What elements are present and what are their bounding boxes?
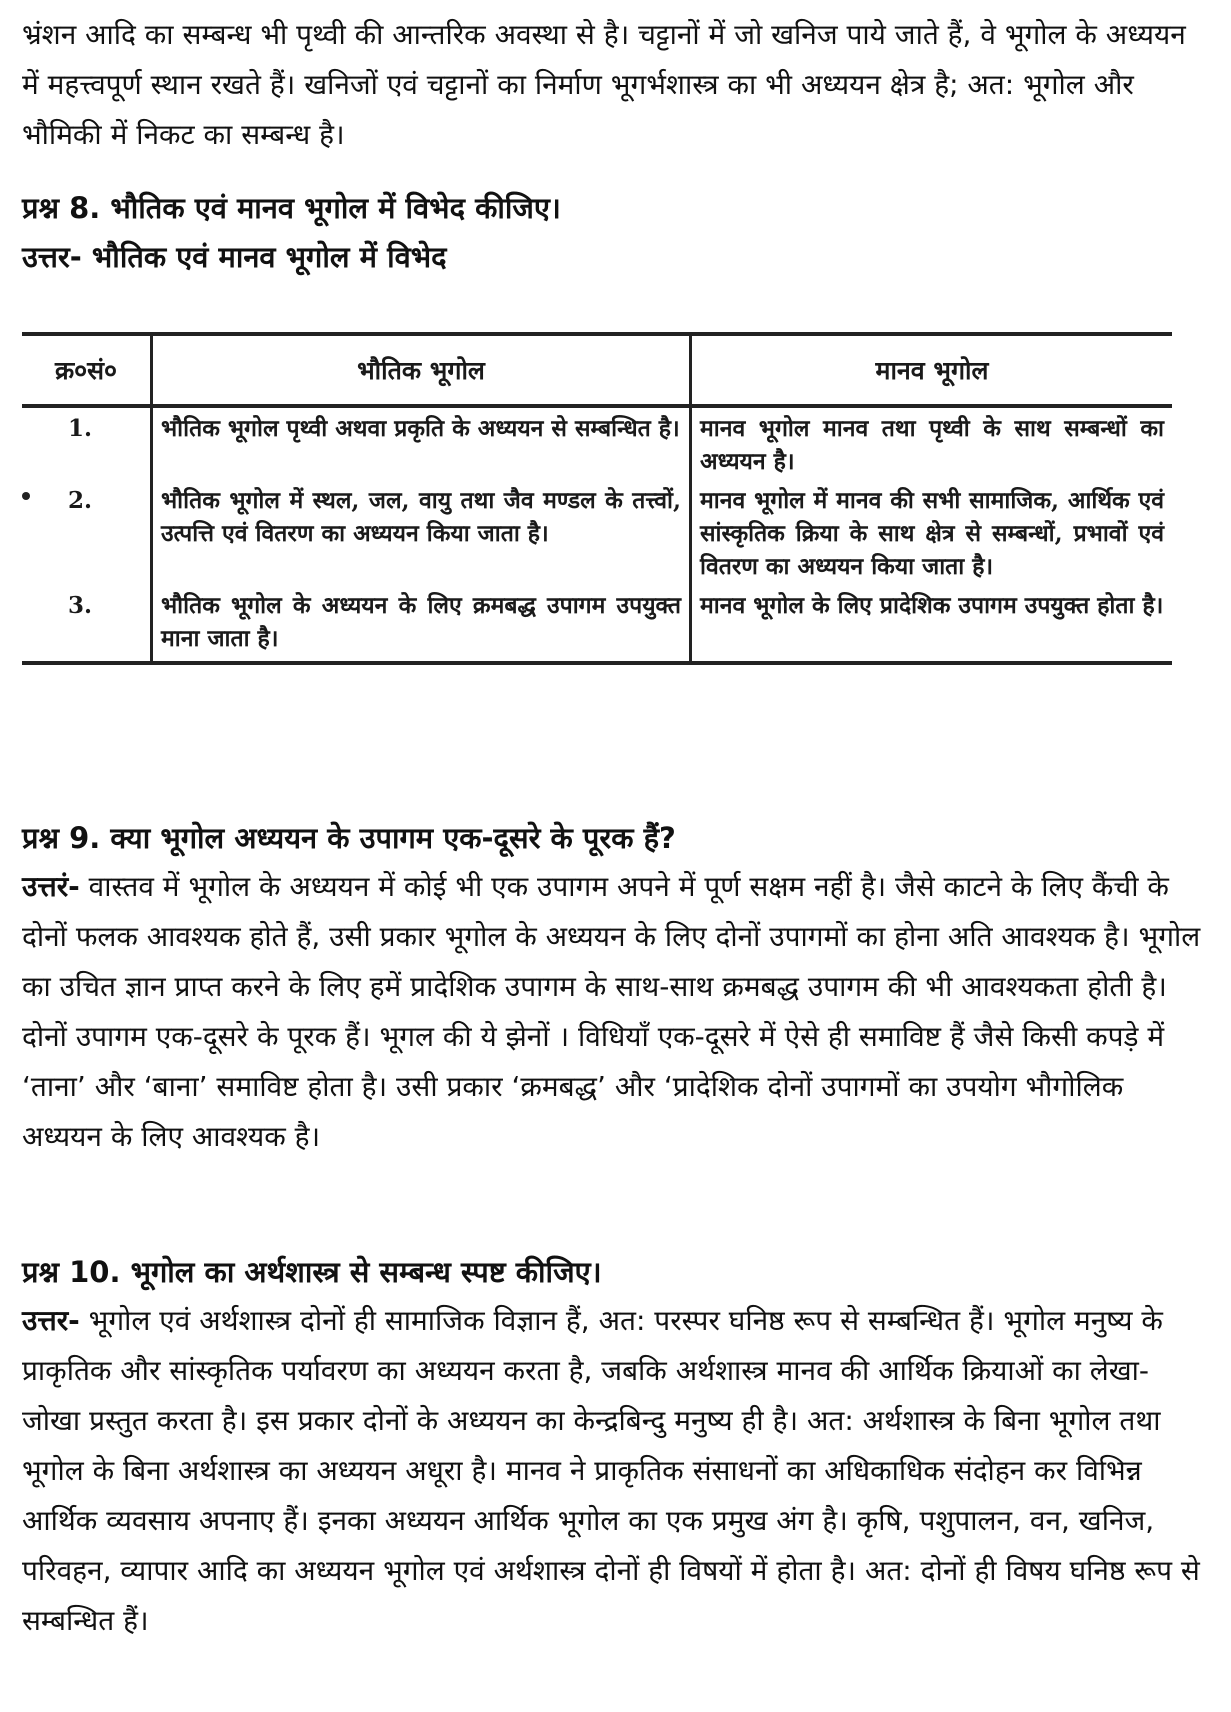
row-serial: 2. — [22, 480, 152, 585]
table-row — [22, 585, 1172, 663]
q8-question: प्रश्न 8. भौतिक एवं मानव भूगोल में विभेद कीजिए। — [22, 191, 561, 225]
header-serial: क्र०सं० — [22, 334, 152, 406]
row-human: मानव भूगोल मानव तथा पृथ्वी के साथ सम्बन्धों का अध्ययन है। — [700, 415, 1164, 475]
row-human: मानव भूगोल में मानव की सभी सामाजिक, आर्थिक एवं सांस्कृतिक क्रिया के साथ क्षेत्र से सम्बन्धों, प्रभावों एवं वितरण का अध्ययन किया जाता है। — [700, 487, 1164, 580]
row-serial: 3. — [22, 585, 152, 663]
header-human-geography: मानव भूगोल — [691, 334, 1173, 406]
q10-question: प्रश्न 10. भूगोल का अर्थशास्त्र से सम्बन्ध स्पष्ट कीजिए। — [22, 1255, 602, 1289]
table-header-row — [22, 334, 1172, 406]
table-row — [22, 480, 1172, 585]
q8-answer-heading: उत्तर- भौतिक एवं मानव भूगोल में विभेद — [22, 240, 447, 274]
table-row — [22, 406, 1172, 480]
scan-dot-mark — [22, 492, 30, 500]
q9-answer-label: उत्तरं- — [22, 870, 80, 903]
q10-answer-text: भूगोल एवं अर्थशास्त्र दोनों ही सामाजिक विज्ञान हैं, अत: परस्पर घनिष्ठ रूप से सम्बन्धित हैं। भूगोल मनुष्य के प्राकृतिक और सांस्कृतिक पर्यावरण का अध्ययन करता है, जबकि अर्थशास्त्र मानव की आर्थिक क्रियाओं का लेखा-जोखा प्रस्तुत करता है। इस प्रकार दोनों के अध्ययन का केन्द्रबिन्दु मनुष्य ही है। अत: अर्थशास्त्र के बिना भूगोल तथा भूगोल के बिना अर्थशास्त्र का अध्ययन अधूरा है। मानव ने प्राकृतिक संसाधनों का अधिकाधिक संदोहन कर विभिन्न आर्थिक व्यवसाय अपनाए हैं। इनका अध्ययन आर्थिक भूगोल का एक प्रमुख अंग है। कृषि, पशुपालन, वन, खनिज, परिवहन, व्यापार आदि का अध्ययन भूगोल एवं अर्थशास्त्र दोनों ही विषयों में होता है। अत: दोनों ही विषय घनिष्ठ रूप से सम्बन्धित हैं। — [22, 1304, 1200, 1637]
q10-answer — [22, 1296, 1202, 1646]
row-human: मानव भूगोल के लिए प्रादेशिक उपागम उपयुक्त होता है। — [691, 585, 1173, 663]
intro-paragraph: भ्रंशन आदि का सम्बन्ध भी पृथ्वी की आन्तरिक अवस्था से है। चट्टानों में जो खनिज पाये जाते हैं, वे भूगोल के अध्ययन में महत्त्वपूर्ण स्थान रखते हैं। खनिजों एवं चट्टानों का निर्माण भूगर्भशास्त्र का भी अध्ययन क्षेत्र है; अत: भूगोल और भौमिकी में निकट का सम्बन्ध है। — [22, 18, 1186, 151]
q9-answer-text: वास्तव में भूगोल के अध्ययन में कोई भी एक उपागम अपने में पूर्ण सक्षम नहीं है। जैसे काटने के लिए कैंची के दोनों फलक आवश्यक होते हैं, उसी प्रकार भूगोल के अध्ययन के लिए दोनों उपागमों का होना अति आवश्यक है। भूगोल का उचित ज्ञान प्राप्त करने के लिए हमें प्रादेशिक उपागम के साथ-साथ क्रमबद्ध उपागम की भी आवश्यकता होती है। दोनों उपागम एक-दूसरे के पूरक हैं। भूगल की ये झेनों । विधियाँ एक-दूसरे में ऐसे ही समाविष्ट हैं जैसे किसी कपड़े में ‘ताना’ और ‘बाना’ समाविष्ट होता है। उसी प्रकार ‘क्रमबद्ध’ और ‘प्रादेशिक दोनों उपागमों का उपयोग भौगोलिक अध्ययन के लिए आवश्यक है। — [22, 870, 1201, 1153]
header-physical-geography: भौतिक भूगोल — [152, 334, 691, 406]
comparison-table — [22, 332, 1172, 760]
q10-answer-label: उत्तर- — [22, 1304, 80, 1337]
q9-question: प्रश्न 9. क्या भूगोल अध्ययन के उपागम एक-दूसरे के पूरक हैं? — [22, 821, 676, 855]
row-physical: भौतिक भूगोल में स्थल, जल, वायु तथा जैव मण्डल के तत्त्वों, उत्पत्ति एवं वितरण का अध्ययन किया जाता है। — [152, 480, 691, 585]
row-physical: भौतिक भूगोल के अध्ययन के लिए क्रमबद्ध उपागम उपयुक्त माना जाता है। — [152, 585, 691, 663]
row-serial: 1. — [22, 406, 152, 480]
row-physical: भौतिक भूगोल पृथ्वी अथवा प्रकृति के अध्ययन से सम्बन्धित है। — [152, 406, 691, 480]
q9-answer — [22, 862, 1202, 1162]
